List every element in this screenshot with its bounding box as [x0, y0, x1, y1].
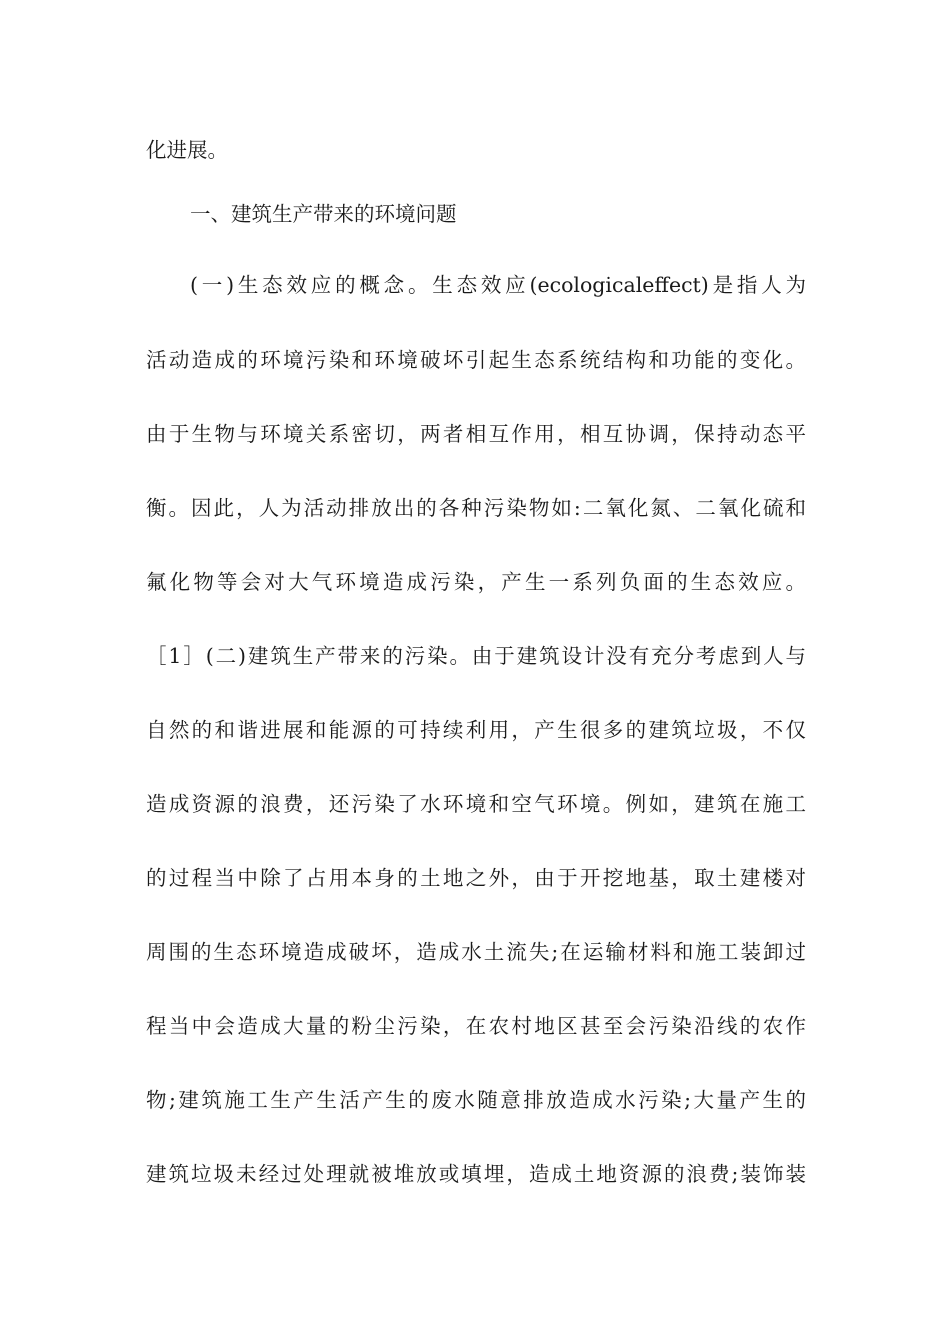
- text-line-5: 由于生物与环境关系密切，两者相互作用，相互协调，保持动态平: [146, 422, 806, 446]
- text-line-3: (一)生态效应的概念。生态效应(ecologicaleffect)是指人为: [190, 273, 806, 297]
- text-line-6: 衡。因此，人为活动排放出的各种污染物如:二氧化氮、二氧化硫和: [146, 496, 806, 520]
- text-line-13: 程当中会造成大量的粉尘污染，在农村地区甚至会污染沿线的农作: [146, 1014, 806, 1038]
- text-line-14: 物;建筑施工生产生活产生的废水随意排放造成水污染;大量产生的: [146, 1088, 806, 1112]
- text-line-10: 造成资源的浪费，还污染了水环境和空气环境。例如，建筑在施工: [146, 792, 806, 816]
- text-line-4: 活动造成的环境污染和环境破坏引起生态系统结构和功能的变化。: [146, 348, 806, 372]
- text-line-12: 周围的生态环境造成破坏，造成水土流失;在运输材料和施工装卸过: [146, 940, 806, 964]
- text-line-7: 氟化物等会对大气环境造成污染，产生一系列负面的生态效应。: [146, 570, 806, 594]
- text-line-9: 自然的和谐进展和能源的可持续利用，产生很多的建筑垃圾，不仅: [146, 718, 806, 742]
- text-line-15: 建筑垃圾未经过处理就被堆放或填埋，造成土地资源的浪费;装饰装: [146, 1162, 806, 1186]
- text-line-11: 的过程当中除了占用本身的土地之外，由于开挖地基，取土建楼对: [146, 866, 806, 890]
- section-heading: 一、建筑生产带来的环境问题: [190, 202, 457, 226]
- text-line-8: ［1］(二)建筑生产带来的污染。由于建筑设计没有充分考虑到人与: [146, 644, 806, 668]
- text-line-1: 化进展。: [146, 138, 228, 162]
